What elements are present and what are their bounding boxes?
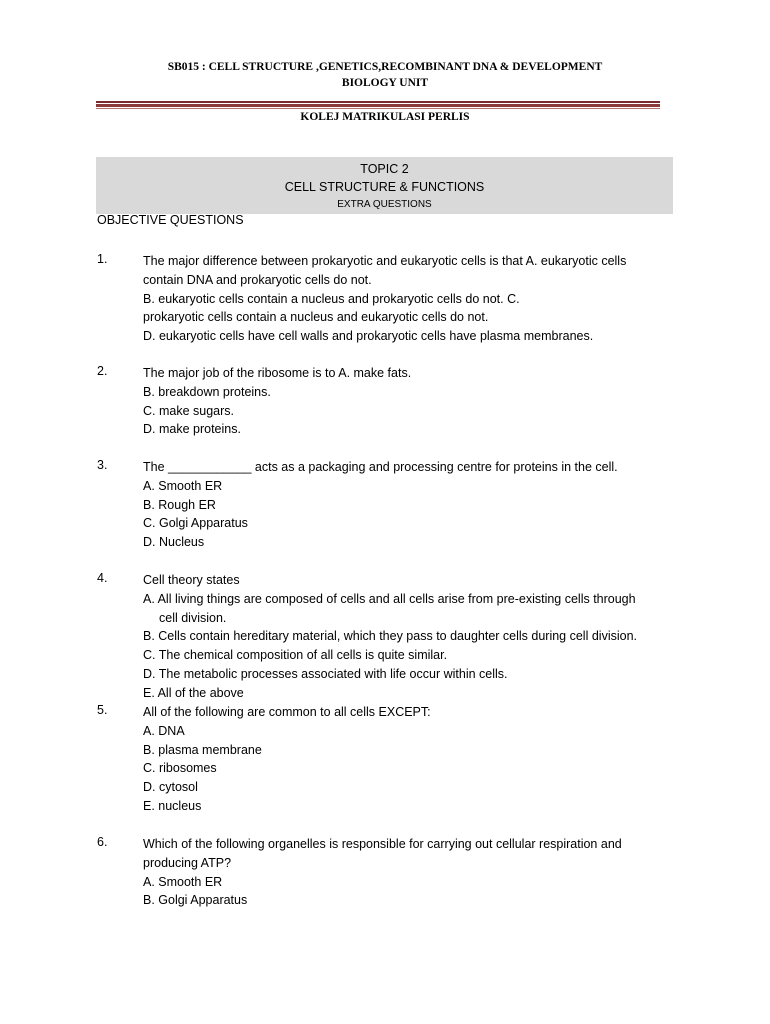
answer-option: B. plasma membrane [143, 742, 262, 757]
answer-option: C. The chemical composition of all cells is quite similar. [143, 648, 448, 663]
answer-option-continued: cell division. [159, 610, 227, 625]
header-rule [96, 101, 660, 103]
question-line: The major difference between prokaryotic and eukaryotic cells is that A. eukaryotic cells [143, 254, 627, 268]
question-line: Which of the following organelles is responsible for carrying out cellular respiration and [143, 837, 622, 851]
answer-option: A. Smooth ER [143, 874, 223, 889]
question-line: prokaryotic cells contain a nucleus and eukaryotic cells do not. [143, 310, 489, 325]
question-item [97, 571, 677, 703]
question-number: 4. [97, 571, 108, 585]
answer-option: E. nucleus [143, 798, 202, 813]
answer-option: D. Nucleus [143, 535, 205, 550]
answer-option: B. Golgi Apparatus [143, 893, 248, 908]
topic-number: TOPIC 2 [360, 162, 409, 176]
question-line: Cell theory states [143, 573, 240, 587]
answer-option: C. ribosomes [143, 761, 217, 776]
question-item [97, 458, 677, 552]
answer-option: C. make sugars. [143, 403, 235, 418]
answer-option: D. cytosol [143, 780, 198, 795]
question-line: D. eukaryotic cells have cell walls and prokaryotic cells have plasma membranes. [143, 329, 594, 344]
answer-option: D. make proteins. [143, 422, 241, 437]
question-line: B. eukaryotic cells contain a nucleus and prokaryotic cells do not. C. [143, 291, 520, 306]
answer-option: B. Rough ER [143, 497, 216, 512]
question-body [143, 571, 683, 703]
question-body [143, 835, 683, 910]
answer-option: E. All of the above [143, 685, 244, 700]
section-title: OBJECTIVE QUESTIONS [97, 213, 244, 227]
answer-option: A. All living things are composed of cells and all cells arise from pre-existing cells through [143, 591, 636, 606]
question-body [143, 364, 683, 439]
question-body [143, 703, 683, 816]
question-line: The major job of the ribosome is to A. make fats. [143, 366, 412, 380]
answer-option: A. Smooth ER [143, 478, 223, 493]
answer-option: B. Cells contain hereditary material, which they pass to daughter cells during cell division. [143, 629, 637, 644]
question-item [97, 252, 677, 346]
course-title: SB015 : CELL STRUCTURE ,GENETICS,RECOMBINANT DNA & DEVELOPMENT [167, 61, 603, 73]
header-rule [96, 108, 660, 109]
question-number: 6. [97, 835, 108, 849]
answer-option: B. breakdown proteins. [143, 384, 271, 399]
question-item [97, 703, 677, 816]
question-number: 2. [97, 364, 108, 378]
header-rule [96, 104, 660, 107]
question-line: producing ATP? [143, 855, 232, 870]
question-body [143, 458, 683, 552]
question-item [97, 835, 677, 910]
topic-subtitle: EXTRA QUESTIONS [337, 199, 432, 210]
topic-title: CELL STRUCTURE & FUNCTIONS [284, 180, 485, 194]
answer-option: C. Golgi Apparatus [143, 516, 248, 531]
college-name: KOLEJ MATRIKULASI PERLIS [300, 111, 470, 123]
question-line: contain DNA and prokaryotic cells do not. [143, 272, 372, 287]
question-line: The ____________ acts as a packaging and processing centre for proteins in the cell. [143, 460, 618, 474]
question-item [97, 364, 677, 439]
answer-option: A. DNA [143, 723, 185, 738]
question-number: 5. [97, 703, 108, 717]
unit-title: BIOLOGY UNIT [341, 77, 429, 89]
question-line: All of the following are common to all cells EXCEPT: [143, 705, 431, 719]
topic-banner [96, 157, 673, 214]
answer-option: D. The metabolic processes associated with life occur within cells. [143, 666, 508, 681]
question-number: 1. [97, 252, 108, 266]
question-number: 3. [97, 458, 108, 472]
question-body [143, 252, 683, 346]
